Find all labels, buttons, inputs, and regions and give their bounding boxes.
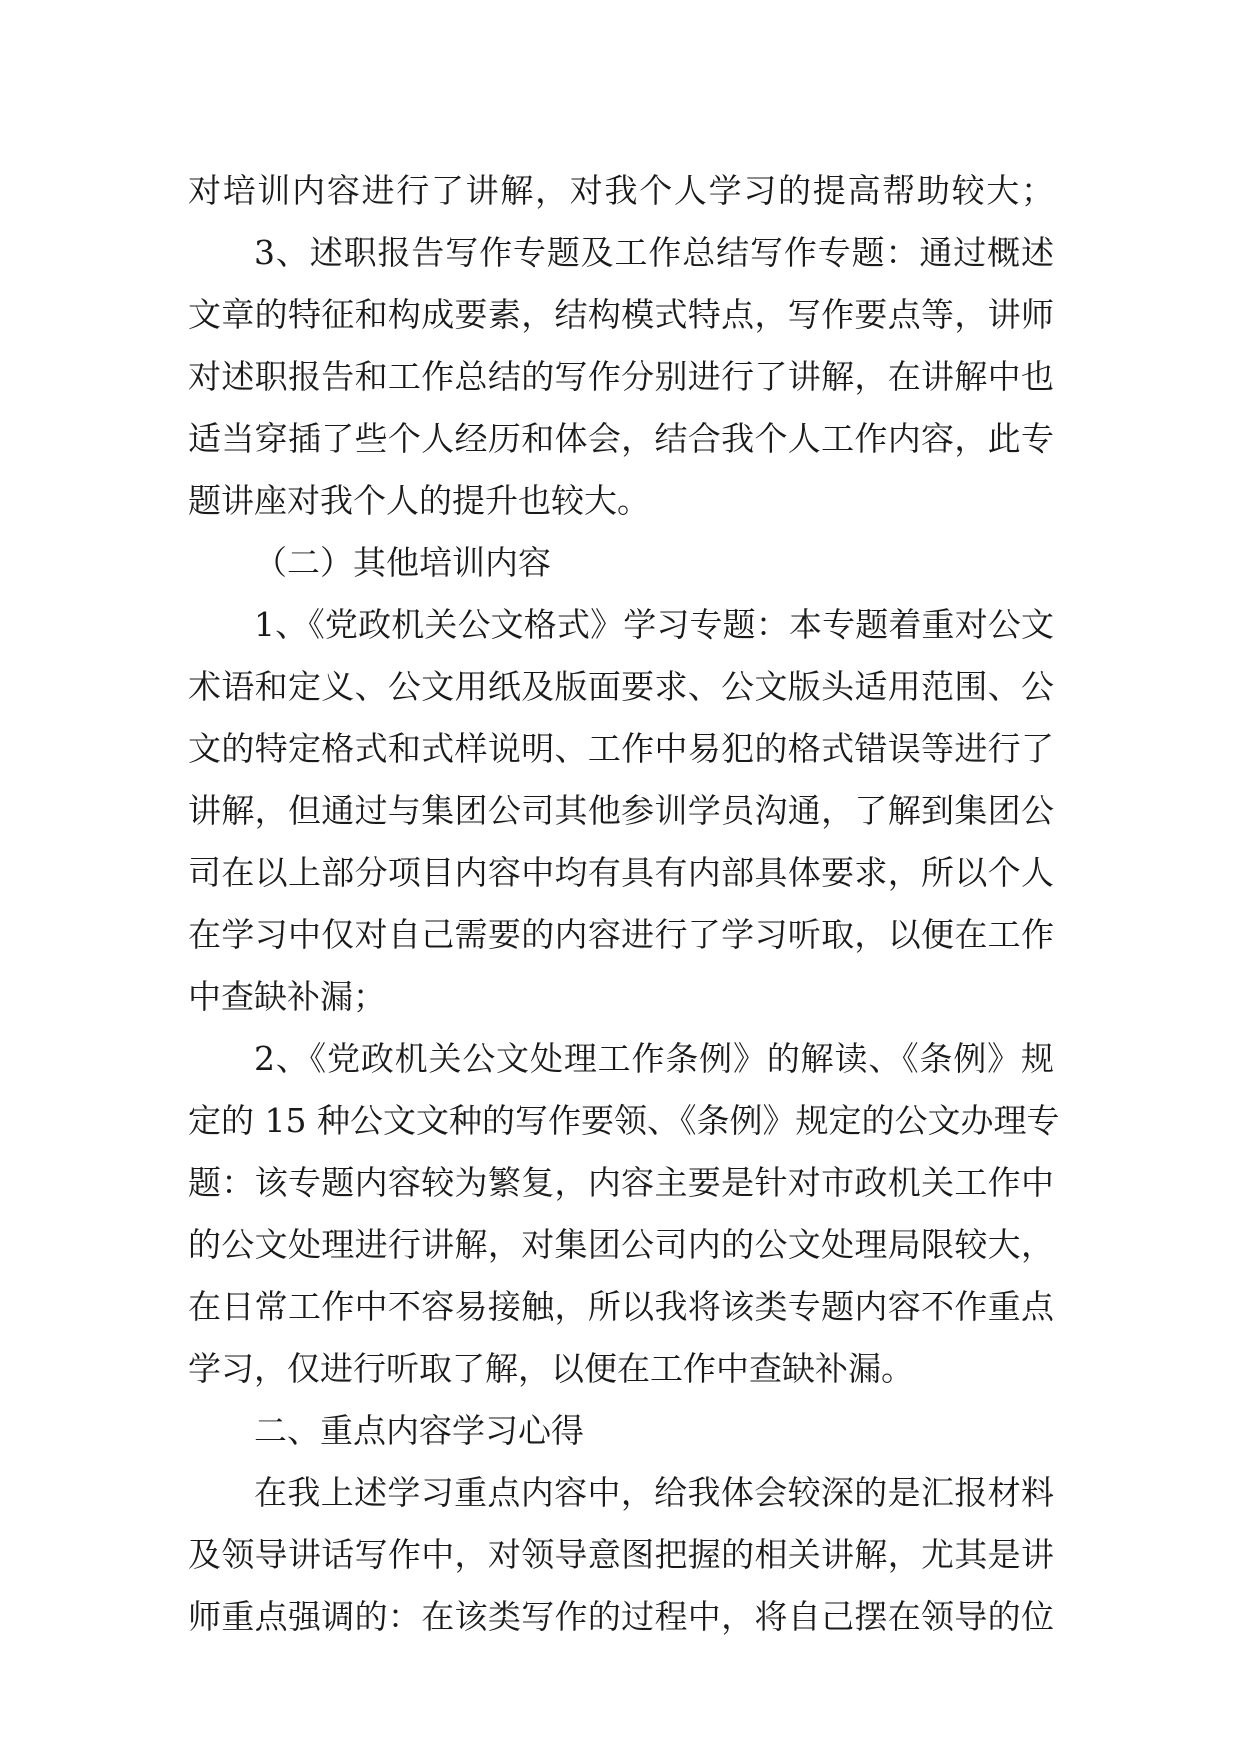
body-line: 司在以上部分项目内容中均有具有内部具体要求，所以个人	[188, 853, 1054, 892]
body-line: 文章的特征和构成要素，结构模式特点，写作要点等，讲师	[188, 295, 1054, 334]
body-line: 3、述职报告写作专题及工作总结写作专题：通过概述	[254, 233, 1054, 272]
section-heading: 二、重点内容学习心得	[254, 1411, 584, 1450]
body-line: 题讲座对我个人的提升也较大。	[188, 481, 650, 520]
body-line: 在我上述学习重点内容中，给我体会较深的是汇报材料	[254, 1473, 1054, 1512]
body-line: 学习，仅进行听取了解，以便在工作中查缺补漏。	[188, 1349, 914, 1388]
body-line: 对述职报告和工作总结的写作分别进行了讲解，在讲解中也	[188, 357, 1054, 396]
body-line: 在学习中仅对自己需要的内容进行了学习听取，以便在工作	[188, 915, 1054, 954]
body-line: 题：该专题内容较为繁复，内容主要是针对市政机关工作中	[188, 1163, 1054, 1202]
body-line: 讲解，但通过与集团公司其他参训学员沟通，了解到集团公	[188, 791, 1054, 830]
body-line: 2、《党政机关公文处理工作条例》的解读、《条例》规	[254, 1039, 1054, 1078]
body-line: 定的 15 种公文文种的写作要领、《条例》规定的公文办理专	[188, 1101, 1060, 1140]
body-line: 对培训内容进行了讲解，对我个人学习的提高帮助较大；	[188, 171, 1054, 210]
body-line: 的公文处理进行讲解，对集团公司内的公文处理局限较大，	[188, 1225, 1054, 1264]
body-line: 术语和定义、公文用纸及版面要求、公文版头适用范围、公	[188, 667, 1054, 706]
body-line: 适当穿插了些个人经历和体会，结合我个人工作内容，此专	[188, 419, 1054, 458]
body-line: 及领导讲话写作中，对领导意图把握的相关讲解，尤其是讲	[188, 1535, 1054, 1574]
body-line: 文的特定格式和式样说明、工作中易犯的格式错误等进行了	[188, 729, 1054, 768]
section-heading: （二）其他培训内容	[254, 543, 551, 582]
body-line: 在日常工作中不容易接触，所以我将该类专题内容不作重点	[188, 1287, 1054, 1326]
body-line: 中查缺补漏；	[188, 977, 386, 1016]
document-body	[188, 160, 1060, 1648]
body-line: 师重点强调的：在该类写作的过程中，将自己摆在领导的位	[188, 1597, 1054, 1636]
body-line: 1、《党政机关公文格式》学习专题：本专题着重对公文	[254, 605, 1054, 644]
